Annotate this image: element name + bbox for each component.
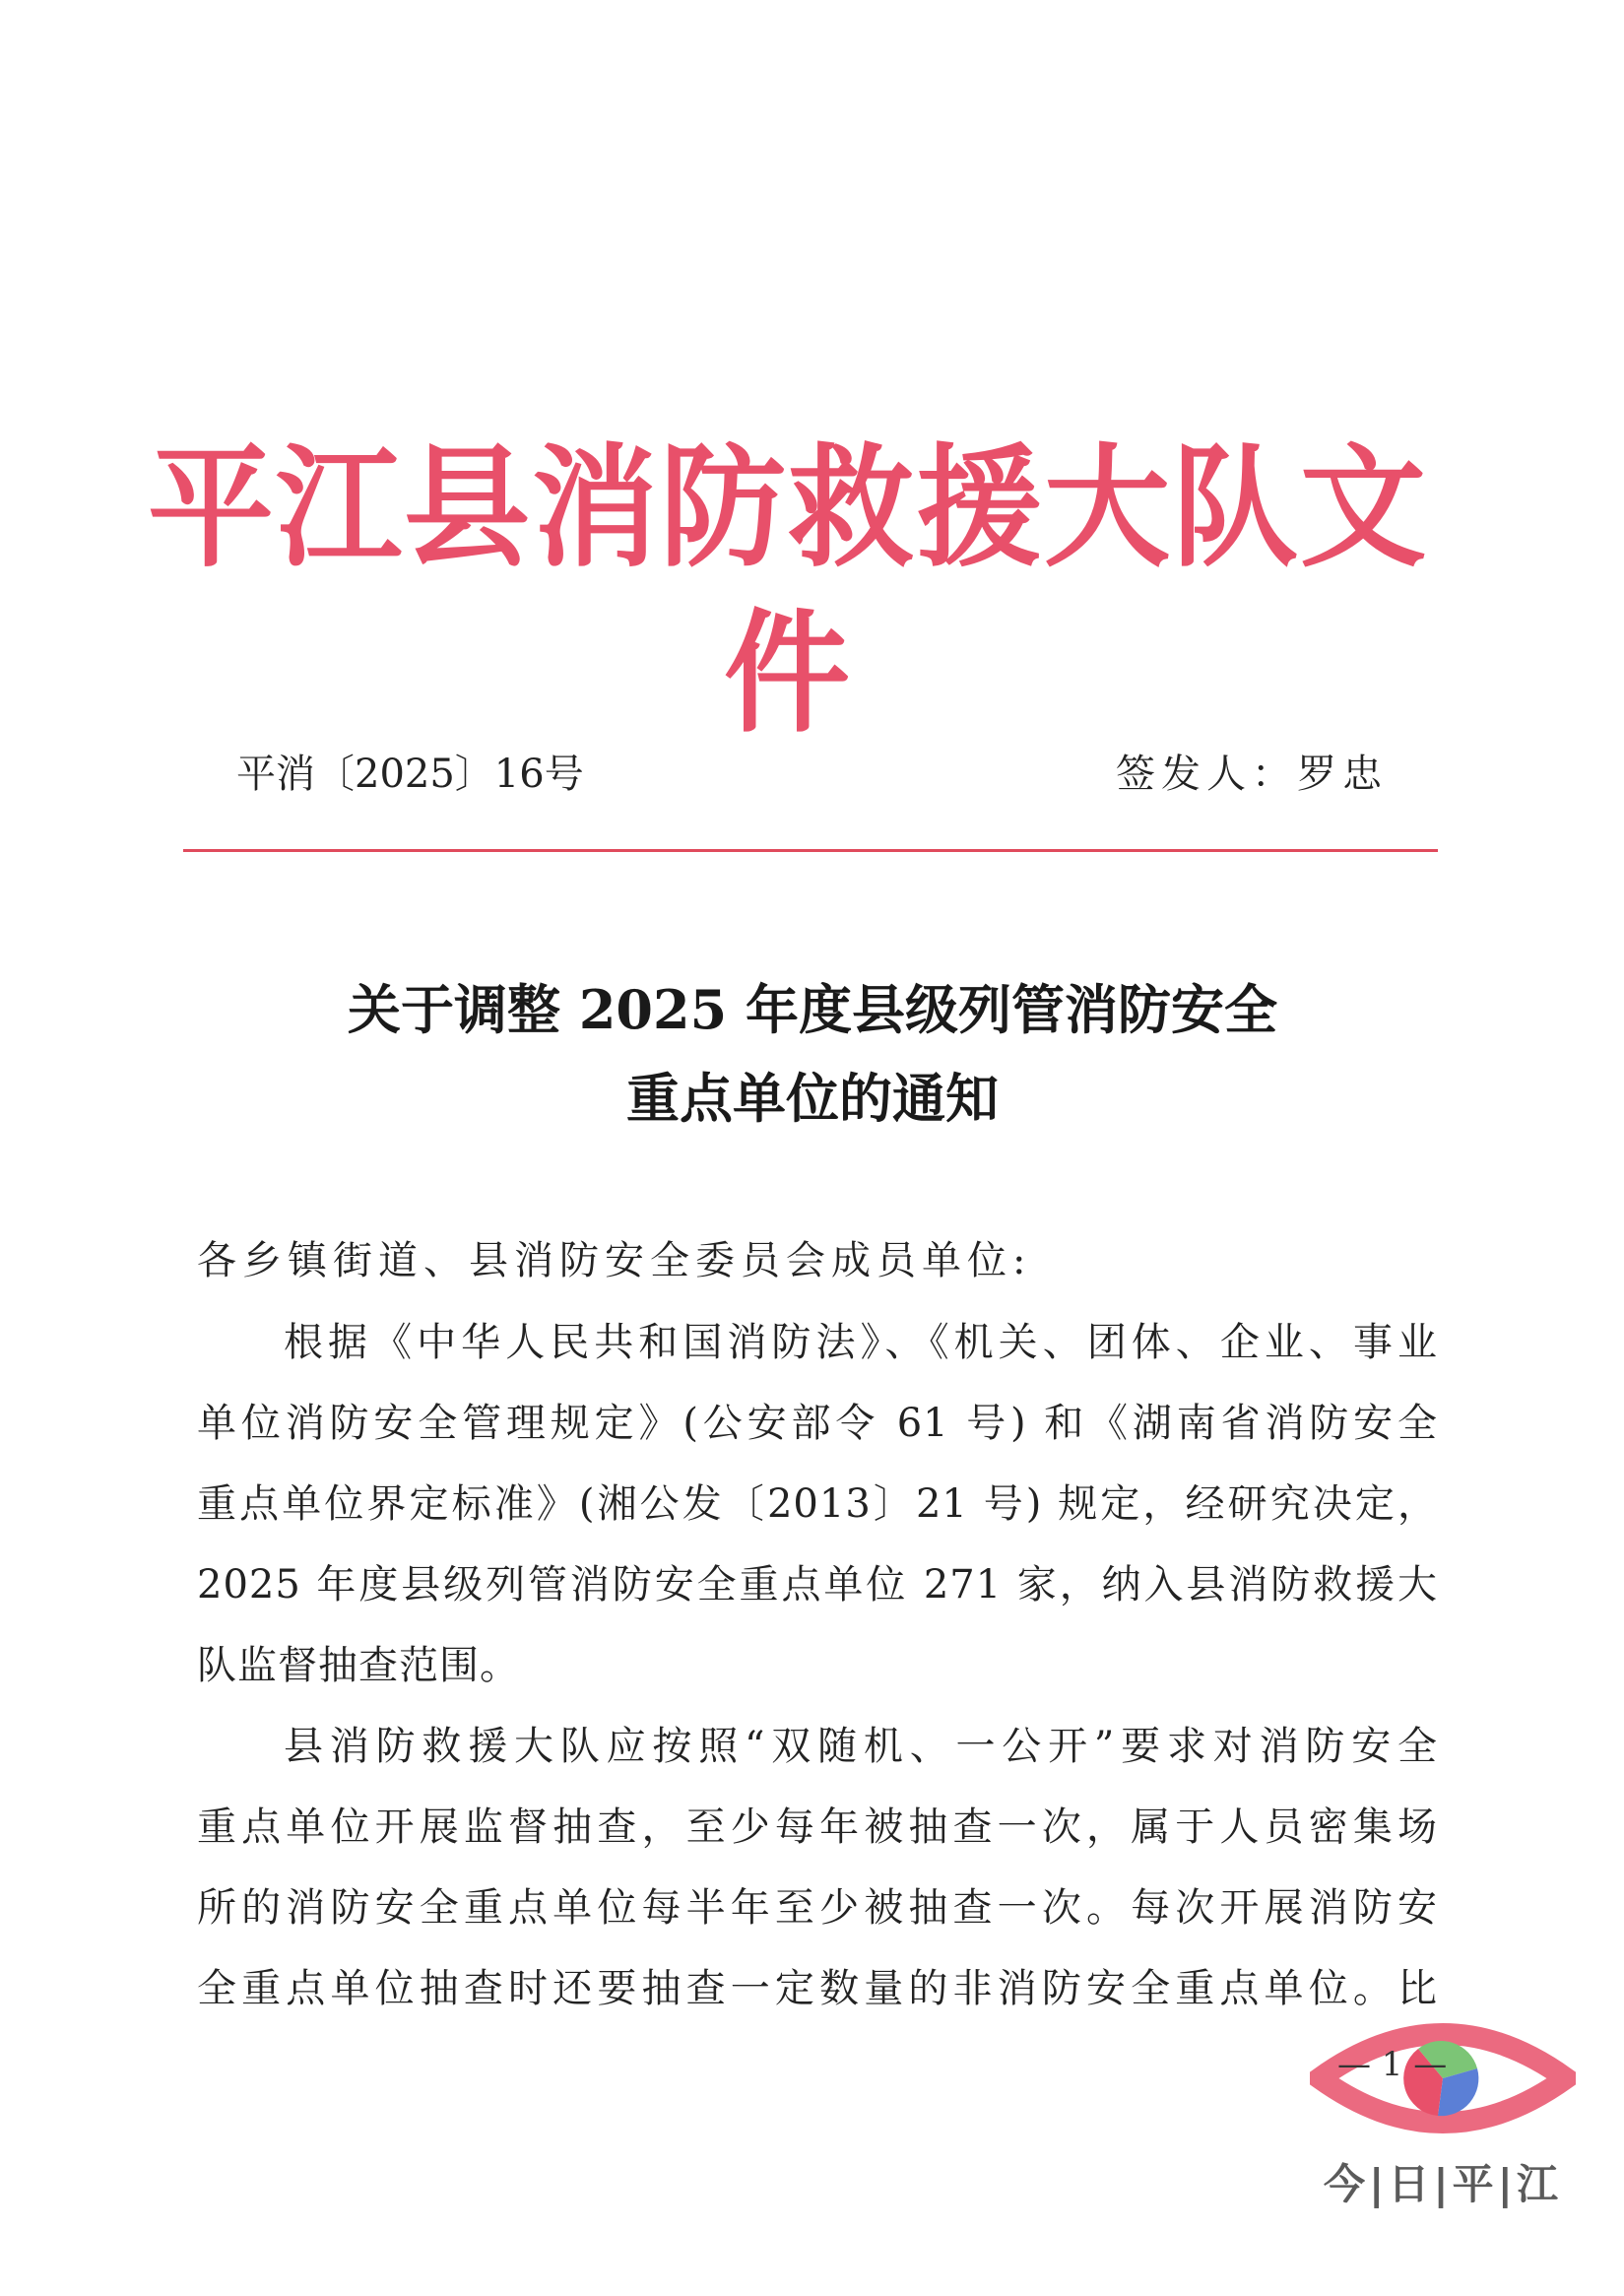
- document-number: 平消〔2025〕16号: [236, 752, 584, 797]
- paragraph-1-line: 2025 年度县级列管消防安全重点单位 271 家，纳入县消防救援大: [197, 1562, 1438, 1607]
- document-masthead: 平江县消防救援大队文件: [148, 430, 1429, 752]
- paragraph-2-line: 重点单位开展监督抽查，至少每年被抽查一次，属于人员密集场: [197, 1804, 1438, 1850]
- title-line-2: 重点单位的通知: [626, 1067, 999, 1130]
- paragraph-2-line: 全重点单位抽查时还要抽查一定数量的非消防安全重点单位。比: [197, 1966, 1438, 2011]
- paragraph-2: [197, 1706, 1438, 2029]
- document-title: [197, 965, 1428, 1143]
- page-number: — 1 —: [1337, 2045, 1448, 2084]
- paragraph-1-line: 重点单位界定标准》(湘公发〔2013〕21 号) 规定，经研究决定，: [197, 1481, 1438, 1527]
- paragraph-1-line: 队监督抽查范围。: [197, 1643, 520, 1688]
- red-divider-line: [183, 849, 1438, 852]
- paragraph-2-line: 所的消防安全重点单位每半年至少被抽查一次。每次开展消防安: [197, 1885, 1438, 1931]
- issuer-signature: 签发人：罗忠: [1116, 752, 1388, 797]
- salutation: 各乡镇街道、县消防安全委员会成员单位:: [197, 1238, 1032, 1283]
- watermark-text: 今|日|平|江: [1323, 2160, 1563, 2208]
- paragraph-1-line: 根据《中华人民共和国消防法》、《机关、团体、企业、事业: [284, 1320, 1438, 1365]
- paragraph-2-line: 县消防救援大队应按照“双随机、一公开”要求对消防安全: [284, 1724, 1438, 1769]
- paragraph-1-line: 单位消防安全管理规定》(公安部令 61 号) 和《湖南省消防安全: [197, 1401, 1438, 1446]
- paragraph-1: [197, 1302, 1438, 1706]
- title-line-1: 关于调整 2025 年度县级列管消防安全: [348, 978, 1277, 1041]
